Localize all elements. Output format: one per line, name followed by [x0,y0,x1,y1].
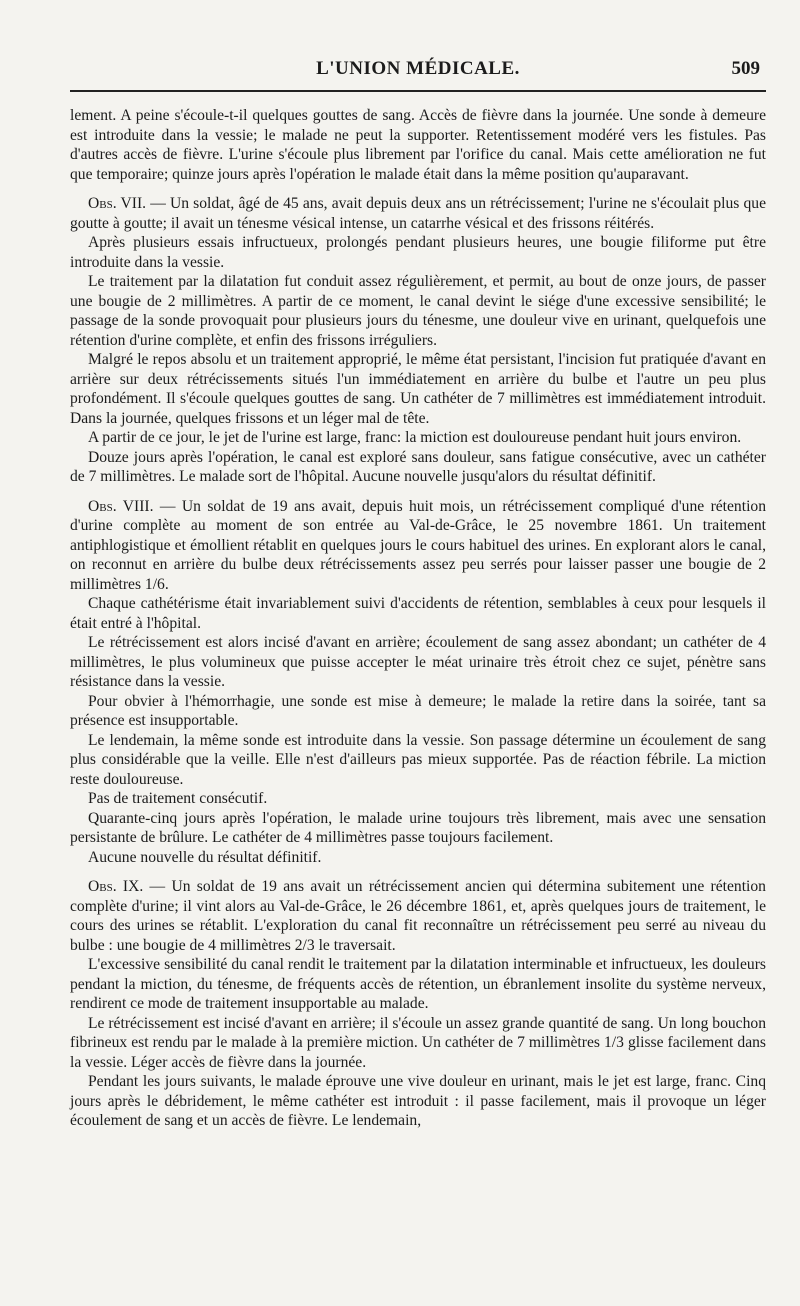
page-header [70,54,766,92]
page-number: 509 [731,58,760,79]
paragraph-text: Malgré le repos absolu et un traitement approprié, le même état persistant, l'incision fut pratiquée d'avant en arrière sur deux rétrécissements situés l'un immédiatement en arrière du bulbe et l'autre un peu plus profondément. Il s'écoule quelques gouttes de sang. Un cathéter de 7 millimètres est immédiatement introduit. Dans la journée, quelques frissons et un léger mal de tête. [70,351,766,427]
paragraph [70,848,766,868]
paragraph-text: Pendant les jours suivants, le malade éprouve une vive douleur en urinant, mais le jet est large, franc. Cinq jours après le débridement, le même cathéter est introduit : il passe facilement, mais il provoque un léger écoulement de sang et un accès de fièvre. Le lendemain, [70,1073,766,1129]
paragraph-text: L'excessive sensibilité du canal rendit le traitement par la dilatation interminable et infructueux, les douleurs pendant la miction, du ténesme, de fréquents accès de rétention, un ébranlement insolite du système nerveux, rendirent ce mode de traitement insupportable au malade. [70,956,766,1012]
paragraph [70,428,766,448]
paragraph [70,233,766,272]
paragraph-text: lement. A peine s'écoule-t-il quelques gouttes de sang. Accès de fièvre dans la journée. Une sonde à demeure est introduite dans la vessie; le malade ne peut la supporter. Retentissement modéré vers les fistules. Pas d'autres accès de fièvre. L'urine s'écoule plus librement par l'orifice du canal. Mais cette amélioration ne fut que temporaire; quinze jours après l'opération le malade était dans la même position qu'auparavant. [70,107,766,183]
paragraph [70,789,766,809]
paragraph-text: Le rétrécissement est incisé d'avant en arrière; il s'écoule un assez grande quantité de sang. Un long bouchon fibrineux est rendu par le malade à la première miction. Un cathéter de 7 millimètres 1/3 glisse facilement dans la vessie. Léger accès de fièvre dans la journée. [70,1014,766,1071]
paragraph-text: — Un soldat, âgé de 45 ans, avait depuis deux ans un rétrécissement; l'urine ne s'écoulait plus que goutte à goutte; il avait un ténesme vésical intense, un catarrhe vésical et des frissons réitérés. [70,195,766,232]
paragraph [70,594,766,633]
observation-label: Obs. VII. [88,195,147,212]
paragraph [70,692,766,731]
paragraph [70,106,766,184]
paragraph-text: Quarante-cinq jours après l'opération, le malade urine toujours très librement, mais avec une sensation persistante de brûlure. Le cathéter de 4 millimètres passe toujours facilement. [70,809,766,846]
paragraph-text: Douze jours après l'opération, le canal est exploré sans douleur, sans fatigue consécutive, avec un cathéter de 7 millimètres. Le malade sort de l'hôpital. Aucune nouvelle jusqu'alors du résultat définitif. [70,448,766,485]
running-title: L'UNION MÉDICALE. [316,58,520,79]
paragraph [70,633,766,692]
paragraph [70,350,766,428]
observation-label: Obs. IX. [88,878,144,895]
observation-paragraph [70,194,766,233]
observation-paragraph [70,497,766,595]
paragraph-text: Après plusieurs essais infructueux, prolongés pendant plusieurs heures, une bougie filiforme put être introduite dans la vessie. [70,234,766,271]
paragraph-text: Pour obvier à l'hémorrhagie, une sonde est mise à demeure; le malade la retire dans la soirée, tant sa présence est insupportable. [70,692,766,729]
body-text [70,106,766,1131]
paragraph-text: — Un soldat de 19 ans avait, depuis huit mois, un rétrécissement compliqué d'une rétention d'urine complète au moment de son entrée au Val-de-Grâce, le 25 novembre 1861. Un traitement antiphlogistique et émollient rétablit en quelques jours le cours habituel des urines. En explorant alors le canal, on reconnut en arrière du bulbe deux rétrécissements assez peu serrés pour laisser passer une bougie de 2 millimètres 1/6. [70,497,766,593]
paragraph-text: — Un soldat de 19 ans avait un rétrécissement ancien qui détermina subitement une rétention complète d'urine; il vint alors au Val-de-Grâce, le 26 décembre 1861, et, après quelques jours de traitement, le cours des urines se rétablit. L'exploration du canal fit reconnaître un rétrécissement peu serré au niveau du bulbe : une bougie de 4 millimètres 2/3 le traversait. [70,878,766,954]
paragraph-text: Pas de traitement consécutif. [88,790,268,807]
paragraph [70,731,766,790]
observation-label: Obs. VIII. [88,497,154,515]
paragraph [70,955,766,1014]
paragraph [70,272,766,350]
paragraph-text: Le lendemain, la même sonde est introduite dans la vessie. Son passage détermine un écoulement de sang plus considérable que la veille. Elle n'est d'ailleurs pas mieux supportée. Pas de réaction fébrile. La miction reste douloureuse. [70,731,766,788]
observation-paragraph [70,877,766,955]
paragraph [70,809,766,848]
paragraph-text: Chaque cathétérisme était invariablement suivi d'accidents de rétention, semblables à ceux pour lesquels il était entré à l'hôpital. [70,595,766,632]
paragraph-text: Aucune nouvelle du résultat définitif. [88,848,322,866]
paragraph-text: A partir de ce jour, le jet de l'urine est large, franc: la miction est douloureuse pendant huit jours environ. [88,429,742,446]
paragraph-text: Le rétrécissement est alors incisé d'avant en arrière; écoulement de sang assez abondant; un cathéter de 4 millimètres, le plus volumineux que puisse accepter le méat urinaire très étroit chez ce sujet, pénètre sans résistance dans la vessie. [70,634,766,690]
paragraph [70,448,766,487]
paragraph-text: Le traitement par la dilatation fut conduit assez régulièrement, et permit, au bout de onze jours, de passer une bougie de 2 millimètres. A partir de ce moment, le canal devint le siége d'une excessive sensibilité; le passage de la sonde provoquait pour plusieurs jours du ténesme, une douleur vive en urinant, quelquefois une rétention d'urine complète, et enfin des frissons irréguliers. [70,273,766,349]
paragraph [70,1072,766,1131]
paragraph [70,1014,766,1073]
